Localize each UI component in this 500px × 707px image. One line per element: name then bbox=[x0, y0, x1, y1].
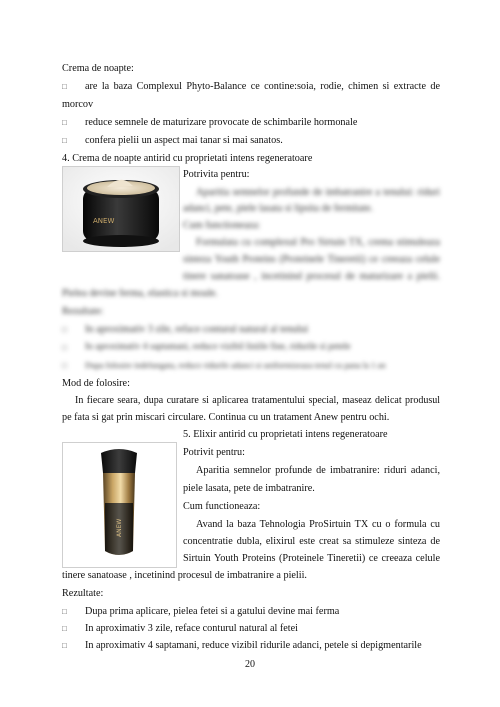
item-4-blur-7: Pielea devine ferma, elastica si moale. bbox=[62, 288, 218, 299]
results-bullet-2: In aproximativ 3 zile, reface conturul natural al fetei bbox=[85, 623, 298, 634]
item-5-line-4: Avand la baza Tehnologia ProSirtuin TX cu o formula cu bbox=[196, 519, 440, 530]
bullet-box-icon: □ bbox=[62, 343, 67, 352]
item-4-blur-8: Rezultate: bbox=[62, 306, 104, 317]
item-4-blur-10: In aproximativ 4 saptamani, reduce vizibil liniile fine, ridurile si petele bbox=[85, 342, 351, 352]
results-bullet-1: Dupa prima aplicare, pielea fetei si a gatului devine mai ferma bbox=[85, 606, 340, 617]
night-bullet-3: confera pielii un aspect mai tanar si mai sanatos. bbox=[85, 135, 283, 146]
page-number: 20 bbox=[245, 659, 255, 670]
item-4-blur-2: adanci, pete, piele lasata si lipsita de fermitate. bbox=[183, 203, 374, 214]
cream-jar-icon bbox=[63, 167, 179, 251]
elixir-bottle-icon bbox=[63, 443, 176, 567]
bullet-box-icon: □ bbox=[62, 82, 67, 91]
item-4-blur-5: sinteza Youth Proteins (Proteinele Tineretii) ce creeaza celule bbox=[183, 254, 440, 265]
jar-label: ANEW bbox=[93, 217, 115, 225]
item-5-line-6: Sirtuin Youth Proteins (Proteinele Tineretii) ce creeaza celule bbox=[183, 553, 440, 564]
item-4-blur-6: tinere sanatoase , incetinind procesul de maturizare a pielii. bbox=[183, 271, 440, 282]
item-4-title: 4. Crema de noapte antirid cu proprietati intens regeneratoare bbox=[62, 153, 313, 164]
item-4-blur-3: Cum functioneaza: bbox=[183, 220, 261, 231]
item-5-line-5: concentratie dubla, elixirul este creat sa stimuleze sinteza de bbox=[183, 536, 440, 547]
item-5-line-2: piele lasata, pete de imbatranire. bbox=[183, 483, 315, 494]
elixir-bottle-image bbox=[62, 442, 177, 568]
item-5-line-3: Cum functioneaza: bbox=[183, 501, 261, 512]
item-4-blur-11: Dupa folosire indelungata, reduce ridurile adanci si uniformizeaza tenul cu pana la 1 an bbox=[85, 360, 386, 370]
item-5-cont: tinere sanatoase , incetinind procesul de imbatranire a pielii. bbox=[62, 570, 307, 581]
bullet-box-icon: □ bbox=[62, 361, 67, 370]
results-bullet-3: In aproximativ 4 saptamani, reduce vizibil ridurile adanci, petele si depigmentarile bbox=[85, 640, 422, 651]
item-5-line-1: Aparitia semnelor profunde de imbatranire: riduri adanci, bbox=[196, 465, 440, 476]
bullet-box-icon: □ bbox=[62, 118, 67, 127]
night-bullet-1: are la baza Complexul Phyto-Balance ce contine:soia, rodie, chimen si extracte de bbox=[85, 81, 440, 92]
usage-line-2: pe fata si gat prin miscari circulare. Continua cu un tratament Anew pentru ochi. bbox=[62, 412, 390, 423]
usage-line-1: In fiecare seara, dupa curatare si aplicarea tratamentului special, maseaz delicat produsul bbox=[75, 395, 440, 406]
bottle-label: ANEW bbox=[116, 518, 123, 537]
bullet-box-icon: □ bbox=[62, 325, 67, 334]
item-4-suitable: Potrivita pentru: bbox=[183, 169, 250, 180]
item-4-blur-1: Aparitia semnelor profunde de imbatranire a tenului: riduri bbox=[196, 187, 440, 198]
bullet-box-icon: □ bbox=[62, 136, 67, 145]
night-bullet-2: reduce semnele de maturizare provocate de schimbarile hormonale bbox=[85, 117, 358, 128]
item-4-blur-4: Formulata cu complexul Pro Sirtuin TX, crema stimuleaza bbox=[196, 237, 440, 248]
bullet-box-icon: □ bbox=[62, 624, 67, 633]
usage-title: Mod de folosire: bbox=[62, 378, 130, 389]
results-title: Rezultate: bbox=[62, 588, 104, 599]
night-bullet-1-cont: morcov bbox=[62, 99, 94, 110]
bullet-box-icon: □ bbox=[62, 641, 67, 650]
item-5-title: 5. Elixir antirid cu proprietati intens regeneratoare bbox=[183, 429, 388, 440]
night-cream-jar-image bbox=[62, 166, 180, 252]
item-5-suitable: Potrivit pentru: bbox=[183, 447, 245, 458]
bullet-box-icon: □ bbox=[62, 607, 67, 616]
night-cream-heading: Crema de noapte: bbox=[62, 63, 134, 74]
item-4-blur-9: In aproximativ 3 zile, reface conturul natural al tenului bbox=[85, 324, 309, 335]
